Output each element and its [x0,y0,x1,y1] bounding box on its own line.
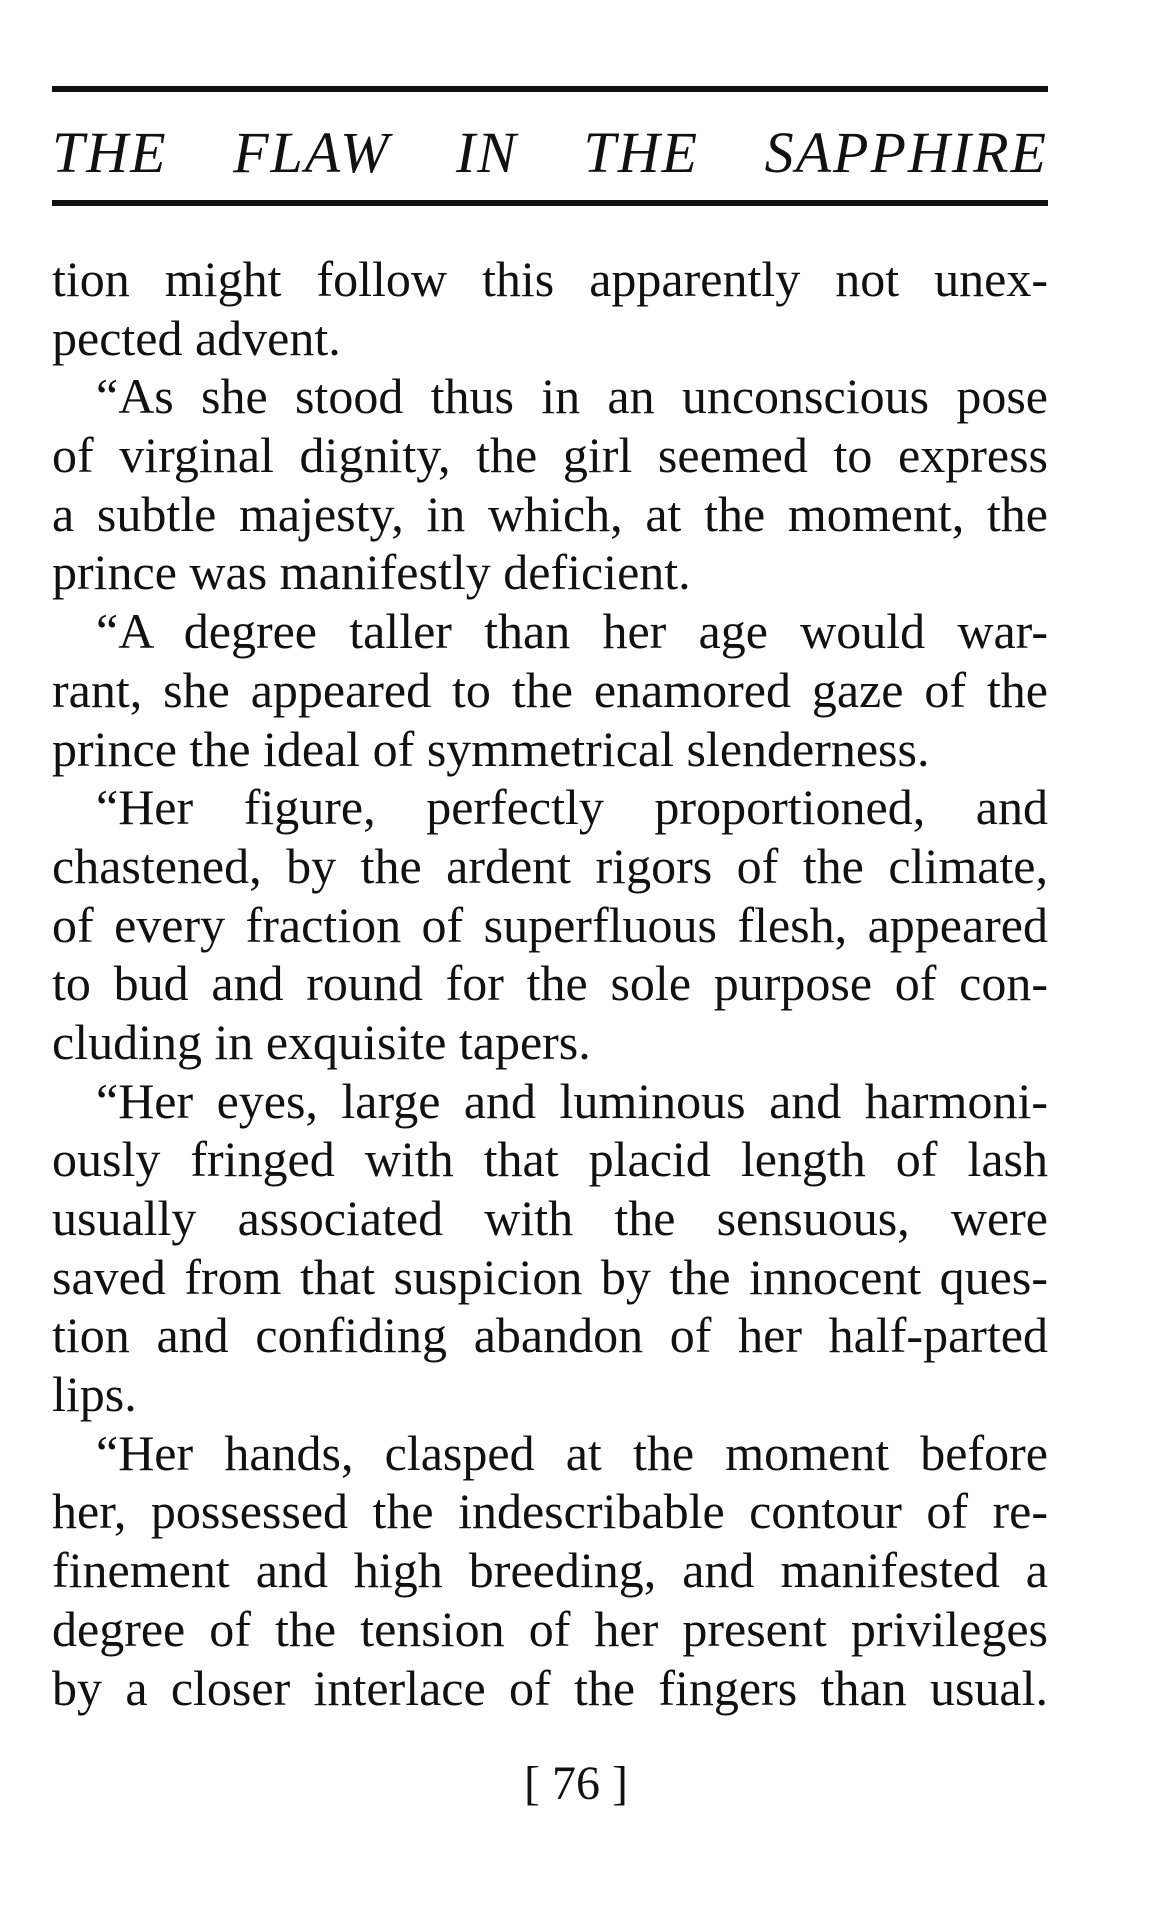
text-line: cluding in exquisite tapers. [52,1013,591,1070]
text-line: pected advent. [52,309,341,366]
text-line: “Her eyes, large and luminous and harmoni- [96,1072,1048,1129]
text-line: finement and high breeding, and manifested a [52,1542,1048,1599]
text-line: prince was manifestly deficient. [52,544,691,601]
text-line: of virginal dignity, the girl seemed to express [52,427,1048,484]
text-line: saved from that suspicion by the innocent ques- [52,1248,1048,1305]
running-head-word: FLAW [233,119,391,185]
text-line: chastened, by the ardent rigors of the climate, [52,837,1048,894]
text-line: prince the ideal of symmetrical slenderness. [52,720,930,777]
text-line: rant, she appeared to the enamored gaze of the [52,661,1048,718]
running-head-word: IN [455,119,518,185]
text-line: tion might follow this apparently not unex- [52,251,1048,307]
text-line: her, possessed the indescribable contour of re- [52,1483,1048,1540]
text-line: “A degree taller than her age would war- [96,603,1048,660]
running-head-word: THE [52,119,168,185]
text-line: usually associated with the sensuous, were [52,1190,1048,1246]
text-line: a subtle majesty, in which, at the moment, the [52,485,1048,542]
text-line: lips. [52,1366,137,1423]
text-line: by a closer interlace of the fingers than usual. [52,1659,1048,1716]
body-text [52,250,1048,1717]
running-head-word: THE [583,119,700,185]
text-line: degree of the tension of her present privileges [52,1600,1048,1657]
text-line: “Her figure, perfectly proportioned, and [96,779,1048,836]
text-line: of every fraction of superfluous flesh, appeared [52,896,1048,953]
running-head-word: SAPPHIRE [764,119,1048,185]
text-line: tion and confiding abandon of her half-parted [52,1307,1048,1364]
text-line: “As she stood thus in an unconscious pose [96,368,1048,425]
text-line: “Her hands, clasped at the moment before [96,1424,1048,1481]
header-rule-top [52,86,1048,92]
header-rule-bottom [52,200,1048,206]
page-number: [ 76 ] [524,1757,628,1810]
text-line: to bud and round for the sole purpose of con- [52,955,1048,1012]
running-head [52,112,1048,192]
text-line: ously fringed with that placid length of lash [52,1131,1048,1188]
